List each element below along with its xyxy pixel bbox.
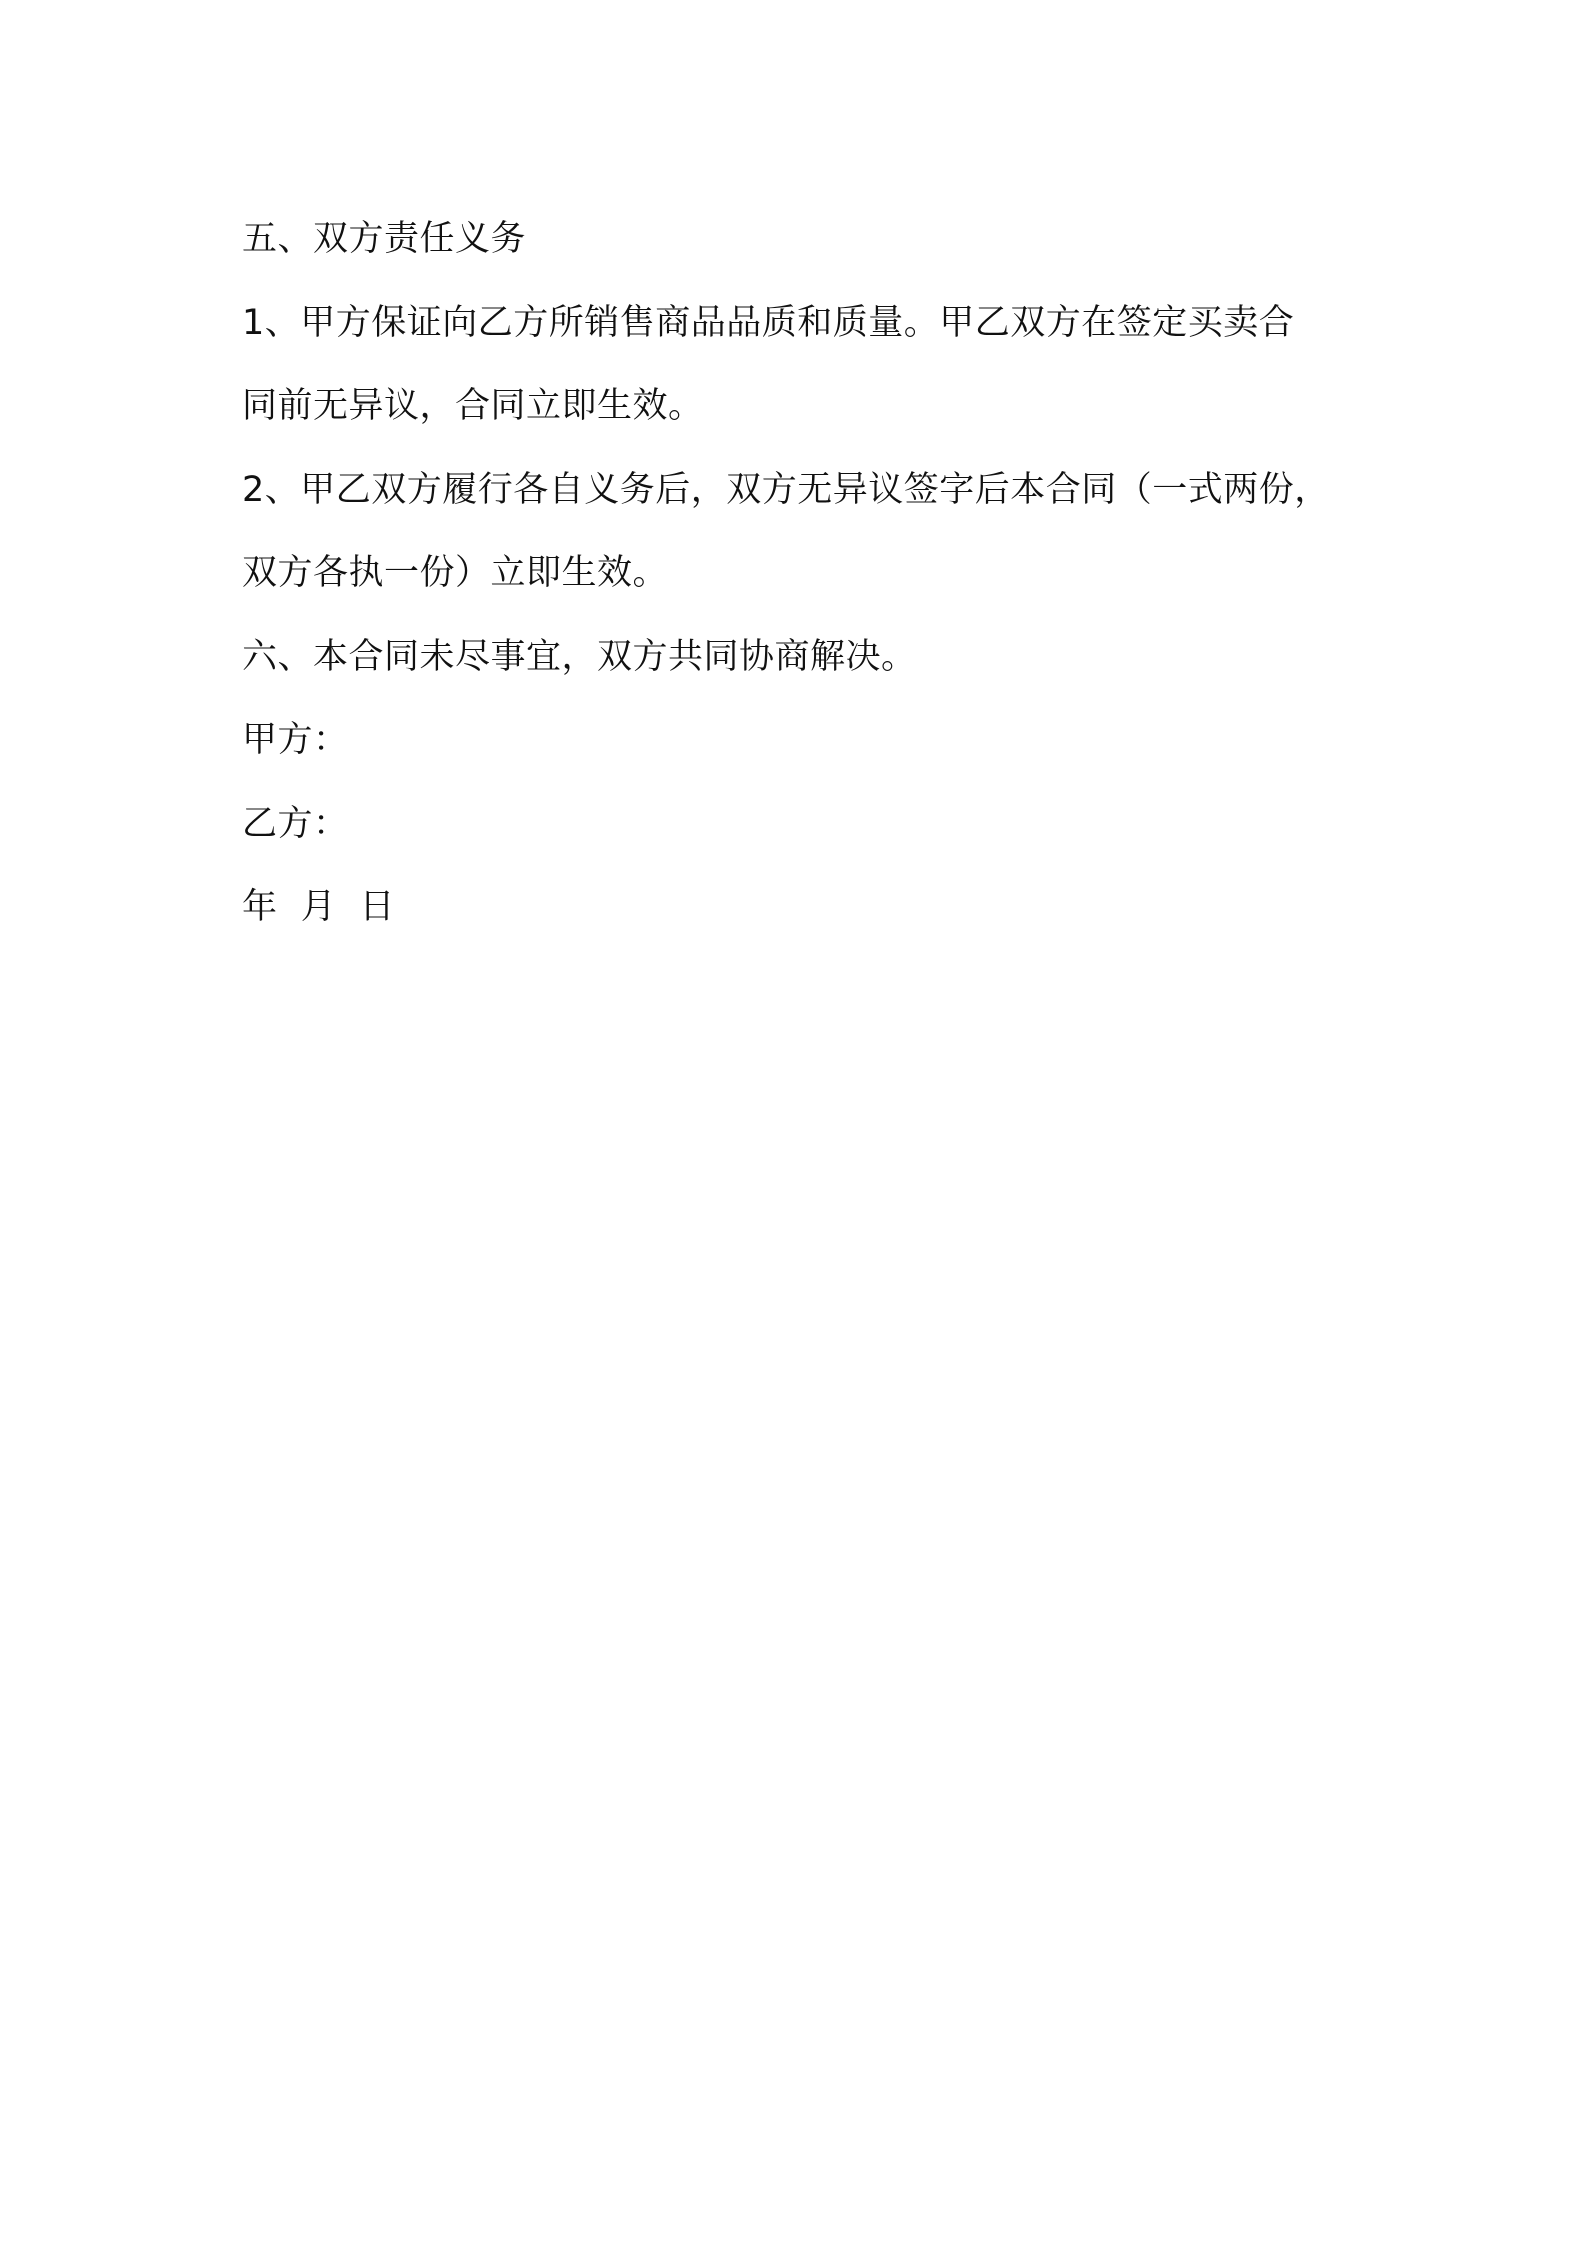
section-heading-responsibilities: 五、双方责任义务 <box>242 219 527 259</box>
party-a-signature-line: 甲方： <box>242 720 349 760</box>
clause-2-line-1: 2、甲乙双方履行各自义务后，双方无异议签字后本合同（一式两份， <box>242 469 1330 510</box>
clause-1-line-1: 1、甲方保证向乙方所销售商品品质和质量。甲乙双方在签定买卖合 <box>242 302 1295 343</box>
section-heading-other-matters: 六、本合同未尽事宜，双方共同协商解决。 <box>242 636 917 677</box>
party-b-signature-line: 乙方： <box>242 803 349 844</box>
clause-1-line-2: 同前无异议，合同立即生效。 <box>242 386 704 426</box>
contract-text <box>242 198 1402 950</box>
date-line: 年 月 日 <box>242 887 396 927</box>
clause-2-line-2: 双方各执一份）立即生效。 <box>242 553 669 593</box>
